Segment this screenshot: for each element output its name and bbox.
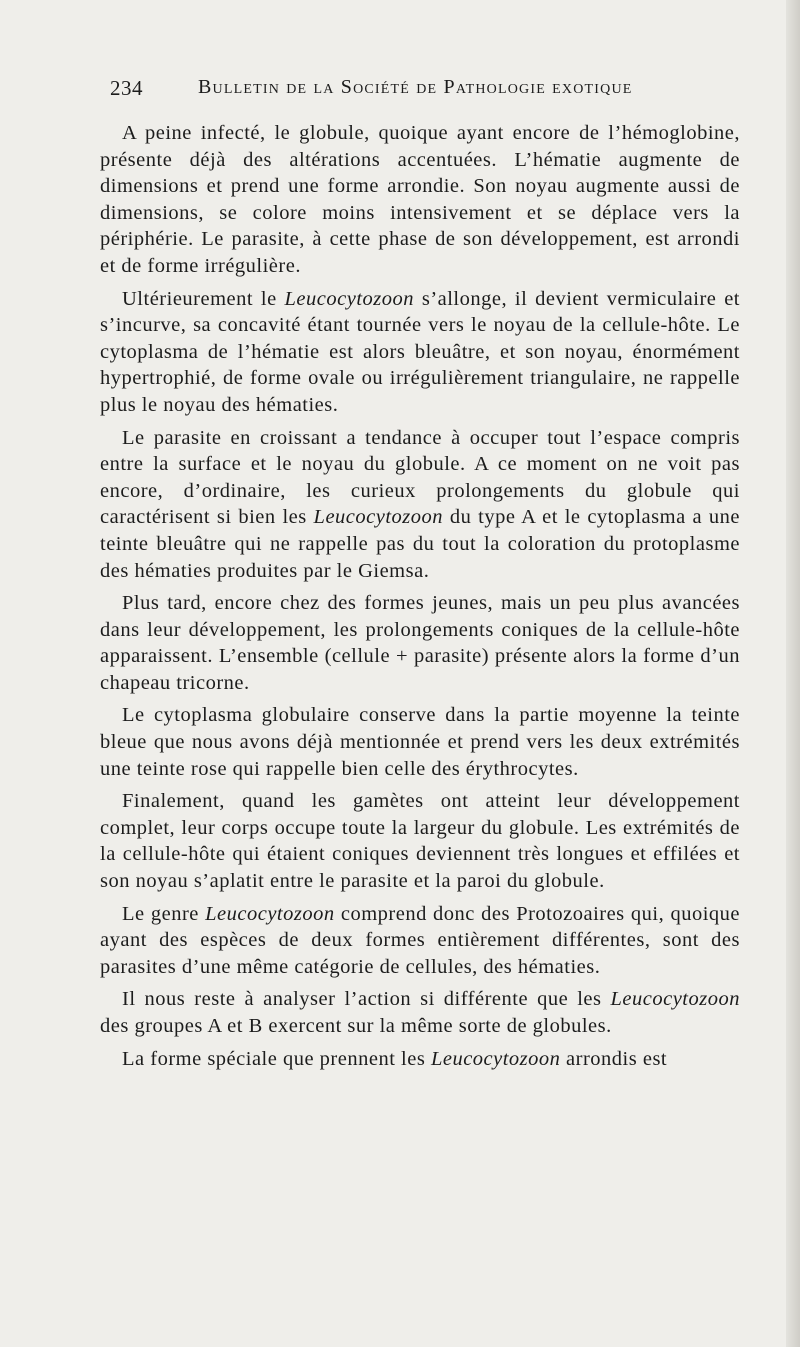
text-run: comprend donc des Protozoaires qui, quoique ayant des espèces de deux formes entièrement différentes, sont des parasites d’une même catégorie de cellules, des hématies. — [100, 902, 740, 978]
paragraph — [100, 590, 740, 696]
paragraph — [100, 425, 740, 585]
text-run: des groupes A et B exercent sur la même sorte de globules. — [100, 1015, 612, 1037]
italic-genus-name: Leucocytozoon — [284, 287, 415, 310]
text-run: Le genre — [122, 902, 206, 925]
text-run: du type A et le cytoplasma a une teinte bleuâtre qui ne rappelle pas du tout la coloration du protoplasme des hématies produites par le Giemsa. — [100, 506, 740, 582]
italic-genus-name: Leucocytozoon — [610, 988, 740, 1011]
page-header — [110, 76, 770, 106]
paragraph — [100, 702, 740, 782]
page-edge-shadow — [786, 0, 800, 1347]
text-run: A peine infecté, le globule, quoique ayant encore de l’hémoglobine, présente déjà des altérations accentuées. L’hématie augmente de dimensions et prend une forme arrondie. Son noyau augmente aussi de dimensions, se colore moins intensivement et se déplace vers la périphérie. Le parasite, à cette phase de son développement, est arrondi et de forme irrégulière. — [100, 122, 740, 277]
text-run: Finalement, quand les gamètes ont atteint leur développement complet, leur corps occupe toute la largeur du globule. Les extrémités de la cellule-hôte qui étaient coniques deviennent très longues et effilées et son noyau s’aplatit entre le parasite et la paroi du globule. — [100, 790, 740, 893]
text-run: Ultérieurement le — [122, 287, 285, 310]
paragraph — [100, 901, 740, 981]
text-run: s’allonge, il devient vermiculaire et s’incurve, sa concavité étant tournée vers le noyau de la cellule-hôte. Le cytoplasma de l’hématie est alors bleuâtre, et son noyau, énormément hypertrophié, de forme ovale ou irrégulièrement triangulaire, ne rappelle plus le noyau des hématies. — [100, 287, 740, 416]
italic-genus-name: Leucocytozoon — [313, 506, 444, 529]
paragraph — [100, 1046, 740, 1073]
text-run: Plus tard, encore chez des formes jeunes, mais un peu plus avancées dans leur développement, les prolongements coniques de la cellule-hôte apparaissent. L’ensemble (cellule + parasite) présente alors la forme d’un chapeau tricorne. — [100, 592, 740, 694]
page-number: 234 — [110, 76, 143, 100]
paragraph — [100, 986, 740, 1039]
running-title: Bulletin de la Société de Pathologie exotique — [198, 76, 633, 98]
paragraph — [100, 788, 740, 894]
paragraph — [100, 286, 740, 419]
italic-genus-name: Leucocytozoon — [205, 902, 335, 925]
body-text — [100, 120, 740, 1078]
text-run: Le cytoplasma globulaire conserve dans la partie moyenne la teinte bleue que nous avons déjà mentionnée et prend vers les deux extrémités une teinte rose qui rappelle bien celle des érythrocytes. — [100, 704, 740, 780]
paragraph — [100, 120, 740, 280]
text-run: Le parasite en croissant a tendance à occuper tout l’espace compris entre la surface et le noyau du globule. A ce moment on ne voit pas encore, d’ordinaire, les curieux prolongements du globule qui caractérisent si bien les — [100, 426, 740, 529]
text-run: arrondis est — [560, 1047, 668, 1070]
text-run: Il nous reste à analyser l’action si différente que les — [122, 988, 611, 1011]
text-run: La forme spéciale que prennent les — [122, 1047, 431, 1070]
italic-genus-name: Leucocytozoon — [430, 1047, 561, 1070]
